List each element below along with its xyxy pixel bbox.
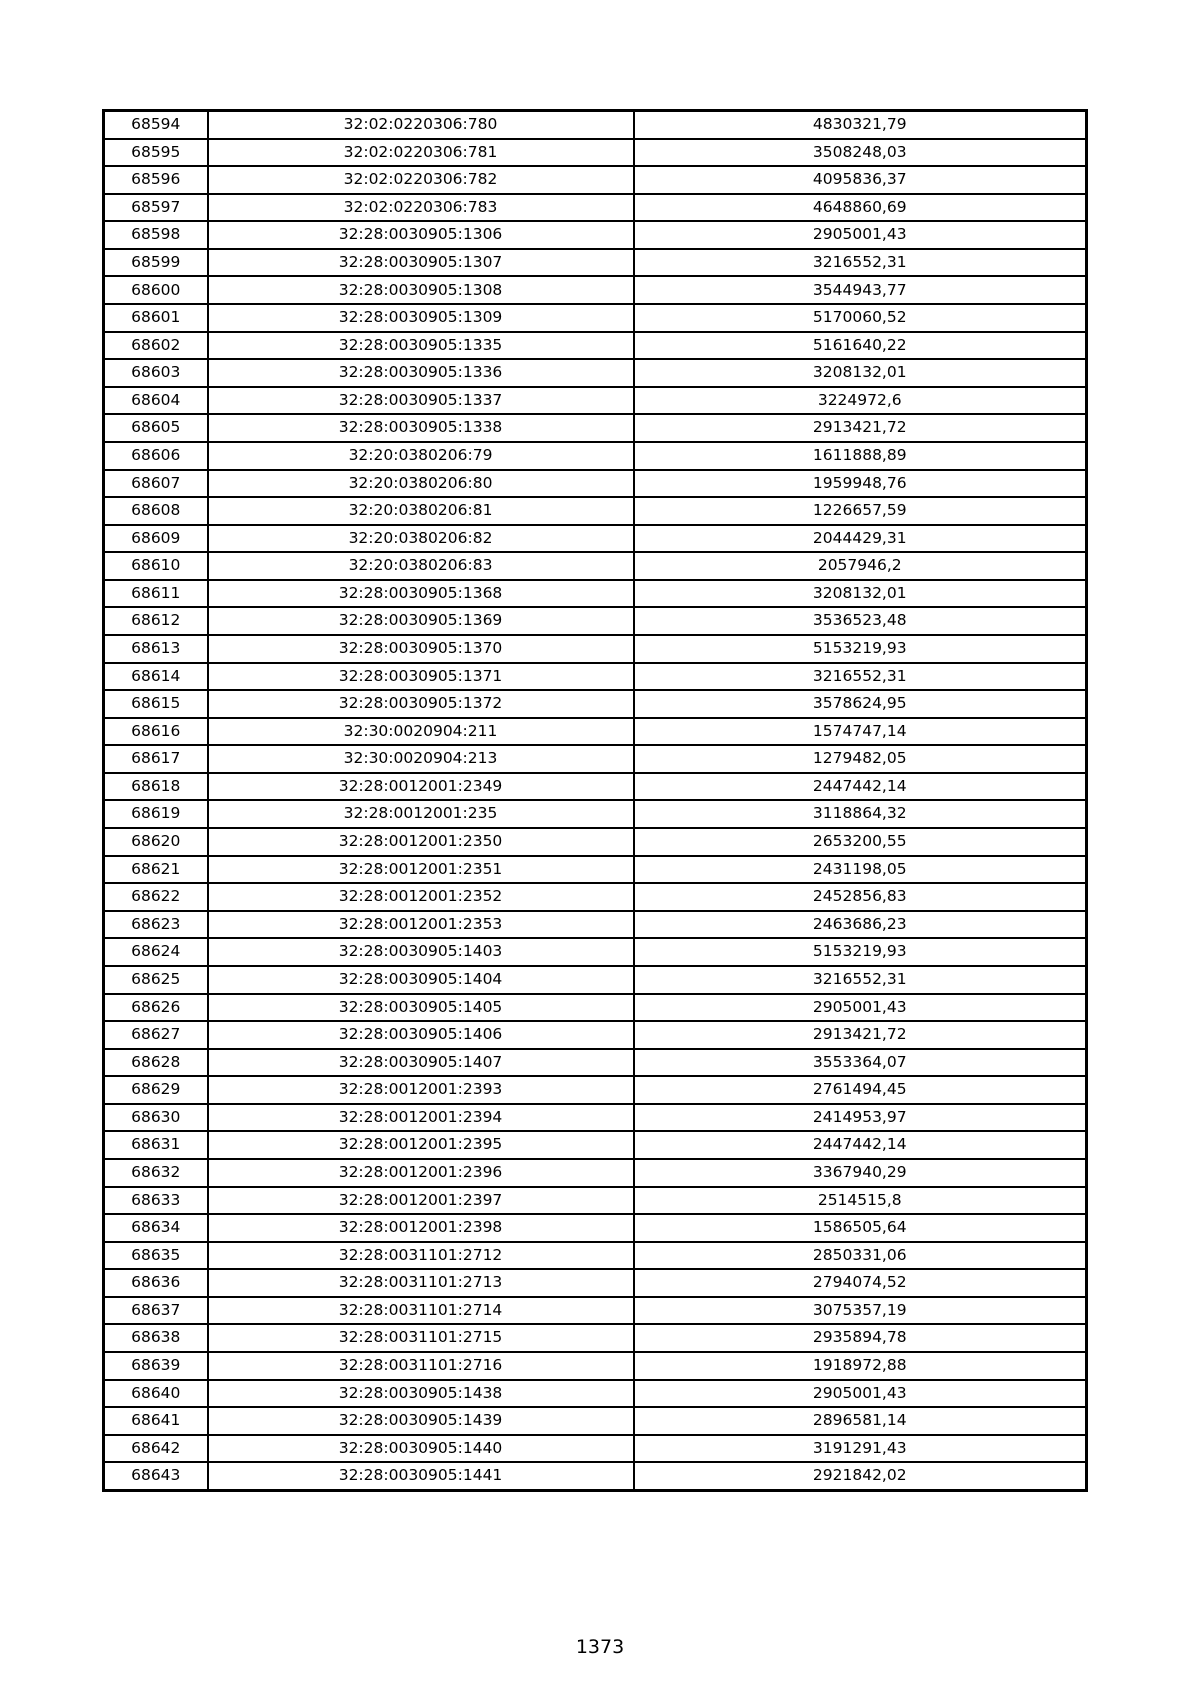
row-number-cell: 68631 [104,1131,208,1159]
value-cell: 5153219,93 [634,635,1087,663]
row-number-cell: 68636 [104,1269,208,1297]
cadastral-number-cell: 32:28:0030905:1370 [208,635,634,663]
cadastral-number-cell: 32:28:0030905:1405 [208,994,634,1022]
cadastral-number-cell: 32:28:0030905:1406 [208,1021,634,1049]
row-number-cell: 68600 [104,276,208,304]
value-cell: 3191291,43 [634,1435,1087,1463]
value-cell: 1959948,76 [634,470,1087,498]
table-row [104,1076,1087,1104]
cadastral-number-cell: 32:28:0031101:2713 [208,1269,634,1297]
row-number-cell: 68609 [104,525,208,553]
value-cell: 1918972,88 [634,1352,1087,1380]
table-row [104,1407,1087,1435]
table-row [104,304,1087,332]
row-number-cell: 68638 [104,1324,208,1352]
cadastral-number-cell: 32:28:0030905:1407 [208,1049,634,1077]
value-cell: 3544943,77 [634,276,1087,304]
cadastral-number-cell: 32:28:0031101:2715 [208,1324,634,1352]
row-number-cell: 68633 [104,1187,208,1215]
row-number-cell: 68618 [104,773,208,801]
row-number-cell: 68623 [104,911,208,939]
table-row [104,607,1087,635]
cadastral-number-cell: 32:28:0012001:235 [208,800,634,828]
table-row [104,663,1087,691]
row-number-cell: 68604 [104,387,208,415]
table-row [104,966,1087,994]
cadastral-number-cell: 32:28:0030905:1309 [208,304,634,332]
table-row [104,690,1087,718]
page-number: 1373 [575,1636,625,1658]
value-cell: 5153219,93 [634,938,1087,966]
table-row [104,1131,1087,1159]
cadastral-number-cell: 32:28:0012001:2352 [208,883,634,911]
value-cell: 2761494,45 [634,1076,1087,1104]
table-row [104,1242,1087,1270]
table-row [104,139,1087,167]
table-row [104,359,1087,387]
table-row [104,166,1087,194]
cadastral-number-cell: 32:28:0030905:1439 [208,1407,634,1435]
row-number-cell: 68640 [104,1380,208,1408]
cadastral-number-cell: 32:20:0380206:80 [208,470,634,498]
row-number-cell: 68617 [104,745,208,773]
value-cell: 3208132,01 [634,580,1087,608]
cadastral-number-cell: 32:28:0030905:1438 [208,1380,634,1408]
value-cell: 2452856,83 [634,883,1087,911]
value-cell: 3367940,29 [634,1159,1087,1187]
value-cell: 2935894,78 [634,1324,1087,1352]
value-cell: 1586505,64 [634,1214,1087,1242]
cadastral-number-cell: 32:28:0030905:1369 [208,607,634,635]
cadastral-number-cell: 32:28:0012001:2397 [208,1187,634,1215]
cadastral-number-cell: 32:20:0380206:83 [208,552,634,580]
table-row [104,773,1087,801]
value-cell: 1226657,59 [634,497,1087,525]
cadastral-number-cell: 32:02:0220306:783 [208,194,634,222]
row-number-cell: 68629 [104,1076,208,1104]
value-cell: 3508248,03 [634,139,1087,167]
value-cell: 5161640,22 [634,332,1087,360]
table-row [104,745,1087,773]
cadastral-number-cell: 32:28:0030905:1404 [208,966,634,994]
cadastral-number-cell: 32:28:0030905:1338 [208,414,634,442]
table-row [104,1214,1087,1242]
cadastral-number-cell: 32:28:0030905:1371 [208,663,634,691]
value-cell: 2905001,43 [634,994,1087,1022]
cadastral-number-cell: 32:20:0380206:81 [208,497,634,525]
row-number-cell: 68603 [104,359,208,387]
table-row [104,1324,1087,1352]
table-row [104,497,1087,525]
table-row [104,332,1087,360]
table-row [104,1104,1087,1132]
row-number-cell: 68601 [104,304,208,332]
cadastral-number-cell: 32:20:0380206:79 [208,442,634,470]
row-number-cell: 68641 [104,1407,208,1435]
cadastral-number-cell: 32:28:0030905:1337 [208,387,634,415]
cadastral-number-cell: 32:20:0380206:82 [208,525,634,553]
cadastral-number-cell: 32:28:0012001:2398 [208,1214,634,1242]
table-row [104,1297,1087,1325]
value-cell: 2431198,05 [634,856,1087,884]
table-row [104,525,1087,553]
cadastral-number-cell: 32:28:0012001:2396 [208,1159,634,1187]
row-number-cell: 68643 [104,1462,208,1490]
row-number-cell: 68616 [104,718,208,746]
row-number-cell: 68634 [104,1214,208,1242]
value-cell: 2913421,72 [634,414,1087,442]
table-row [104,552,1087,580]
cadastral-number-cell: 32:28:0030905:1307 [208,249,634,277]
value-cell: 1279482,05 [634,745,1087,773]
cadastral-number-cell: 32:02:0220306:780 [208,111,634,139]
table-row [104,1159,1087,1187]
cadastral-number-cell: 32:28:0012001:2351 [208,856,634,884]
table-row [104,1435,1087,1463]
value-cell: 2921842,02 [634,1462,1087,1490]
value-cell: 5170060,52 [634,304,1087,332]
cadastral-number-cell: 32:28:0030905:1441 [208,1462,634,1490]
cadastral-number-cell: 32:28:0012001:2353 [208,911,634,939]
value-cell: 3536523,48 [634,607,1087,635]
value-cell: 3208132,01 [634,359,1087,387]
value-cell: 3075357,19 [634,1297,1087,1325]
cadastral-number-cell: 32:28:0031101:2716 [208,1352,634,1380]
value-cell: 2044429,31 [634,525,1087,553]
row-number-cell: 68624 [104,938,208,966]
table-row [104,194,1087,222]
registry-table-body [104,111,1087,1491]
table-row [104,442,1087,470]
value-cell: 2794074,52 [634,1269,1087,1297]
table-row [104,276,1087,304]
row-number-cell: 68625 [104,966,208,994]
row-number-cell: 68630 [104,1104,208,1132]
value-cell: 2905001,43 [634,221,1087,249]
row-number-cell: 68614 [104,663,208,691]
cadastral-number-cell: 32:28:0030905:1306 [208,221,634,249]
cadastral-number-cell: 32:28:0031101:2714 [208,1297,634,1325]
table-row [104,718,1087,746]
row-number-cell: 68608 [104,497,208,525]
cadastral-number-cell: 32:30:0020904:211 [208,718,634,746]
row-number-cell: 68607 [104,470,208,498]
row-number-cell: 68615 [104,690,208,718]
value-cell: 2414953,97 [634,1104,1087,1132]
table-row [104,1021,1087,1049]
value-cell: 1611888,89 [634,442,1087,470]
value-cell: 3224972,6 [634,387,1087,415]
row-number-cell: 68605 [104,414,208,442]
value-cell: 2514515,8 [634,1187,1087,1215]
row-number-cell: 68610 [104,552,208,580]
row-number-cell: 68606 [104,442,208,470]
row-number-cell: 68595 [104,139,208,167]
table-row [104,938,1087,966]
row-number-cell: 68628 [104,1049,208,1077]
cadastral-number-cell: 32:28:0030905:1336 [208,359,634,387]
row-number-cell: 68611 [104,580,208,608]
cadastral-number-cell: 32:30:0020904:213 [208,745,634,773]
table-row [104,1187,1087,1215]
cadastral-number-cell: 32:28:0012001:2350 [208,828,634,856]
cadastral-number-cell: 32:28:0012001:2394 [208,1104,634,1132]
value-cell: 2850331,06 [634,1242,1087,1270]
value-cell: 2653200,55 [634,828,1087,856]
table-row [104,800,1087,828]
cadastral-number-cell: 32:28:0031101:2712 [208,1242,634,1270]
table-row [104,1352,1087,1380]
value-cell: 3553364,07 [634,1049,1087,1077]
row-number-cell: 68635 [104,1242,208,1270]
table-row [104,111,1087,139]
row-number-cell: 68602 [104,332,208,360]
registry-table [102,109,1088,1492]
value-cell: 4095836,37 [634,166,1087,194]
cadastral-number-cell: 32:28:0030905:1372 [208,690,634,718]
value-cell: 4648860,69 [634,194,1087,222]
value-cell: 2463686,23 [634,911,1087,939]
table-row [104,249,1087,277]
value-cell: 2905001,43 [634,1380,1087,1408]
row-number-cell: 68626 [104,994,208,1022]
value-cell: 2447442,14 [634,1131,1087,1159]
table-row [104,414,1087,442]
cadastral-number-cell: 32:28:0012001:2393 [208,1076,634,1104]
row-number-cell: 68639 [104,1352,208,1380]
row-number-cell: 68612 [104,607,208,635]
row-number-cell: 68619 [104,800,208,828]
row-number-cell: 68594 [104,111,208,139]
table-row [104,1049,1087,1077]
row-number-cell: 68621 [104,856,208,884]
cadastral-number-cell: 32:28:0012001:2349 [208,773,634,801]
table-row [104,911,1087,939]
table-row [104,828,1087,856]
table-row [104,635,1087,663]
value-cell: 3216552,31 [634,966,1087,994]
table-row [104,221,1087,249]
table-row [104,1380,1087,1408]
value-cell: 2913421,72 [634,1021,1087,1049]
row-number-cell: 68642 [104,1435,208,1463]
row-number-cell: 68637 [104,1297,208,1325]
row-number-cell: 68620 [104,828,208,856]
cadastral-number-cell: 32:02:0220306:782 [208,166,634,194]
value-cell: 4830321,79 [634,111,1087,139]
row-number-cell: 68627 [104,1021,208,1049]
table-row [104,580,1087,608]
value-cell: 3216552,31 [634,249,1087,277]
value-cell: 3216552,31 [634,663,1087,691]
table-row [104,387,1087,415]
value-cell: 1574747,14 [634,718,1087,746]
row-number-cell: 68596 [104,166,208,194]
row-number-cell: 68597 [104,194,208,222]
value-cell: 2447442,14 [634,773,1087,801]
table-row [104,856,1087,884]
cadastral-number-cell: 32:28:0030905:1335 [208,332,634,360]
cadastral-number-cell: 32:28:0030905:1403 [208,938,634,966]
table-row [104,883,1087,911]
cadastral-number-cell: 32:28:0030905:1308 [208,276,634,304]
table-row [104,1462,1087,1490]
value-cell: 3578624,95 [634,690,1087,718]
value-cell: 2896581,14 [634,1407,1087,1435]
row-number-cell: 68598 [104,221,208,249]
value-cell: 3118864,32 [634,800,1087,828]
row-number-cell: 68622 [104,883,208,911]
cadastral-number-cell: 32:28:0030905:1368 [208,580,634,608]
table-row [104,1269,1087,1297]
value-cell: 2057946,2 [634,552,1087,580]
cadastral-number-cell: 32:28:0030905:1440 [208,1435,634,1463]
table-row [104,994,1087,1022]
cadastral-number-cell: 32:28:0012001:2395 [208,1131,634,1159]
table-row [104,470,1087,498]
row-number-cell: 68599 [104,249,208,277]
cadastral-number-cell: 32:02:0220306:781 [208,139,634,167]
row-number-cell: 68632 [104,1159,208,1187]
row-number-cell: 68613 [104,635,208,663]
